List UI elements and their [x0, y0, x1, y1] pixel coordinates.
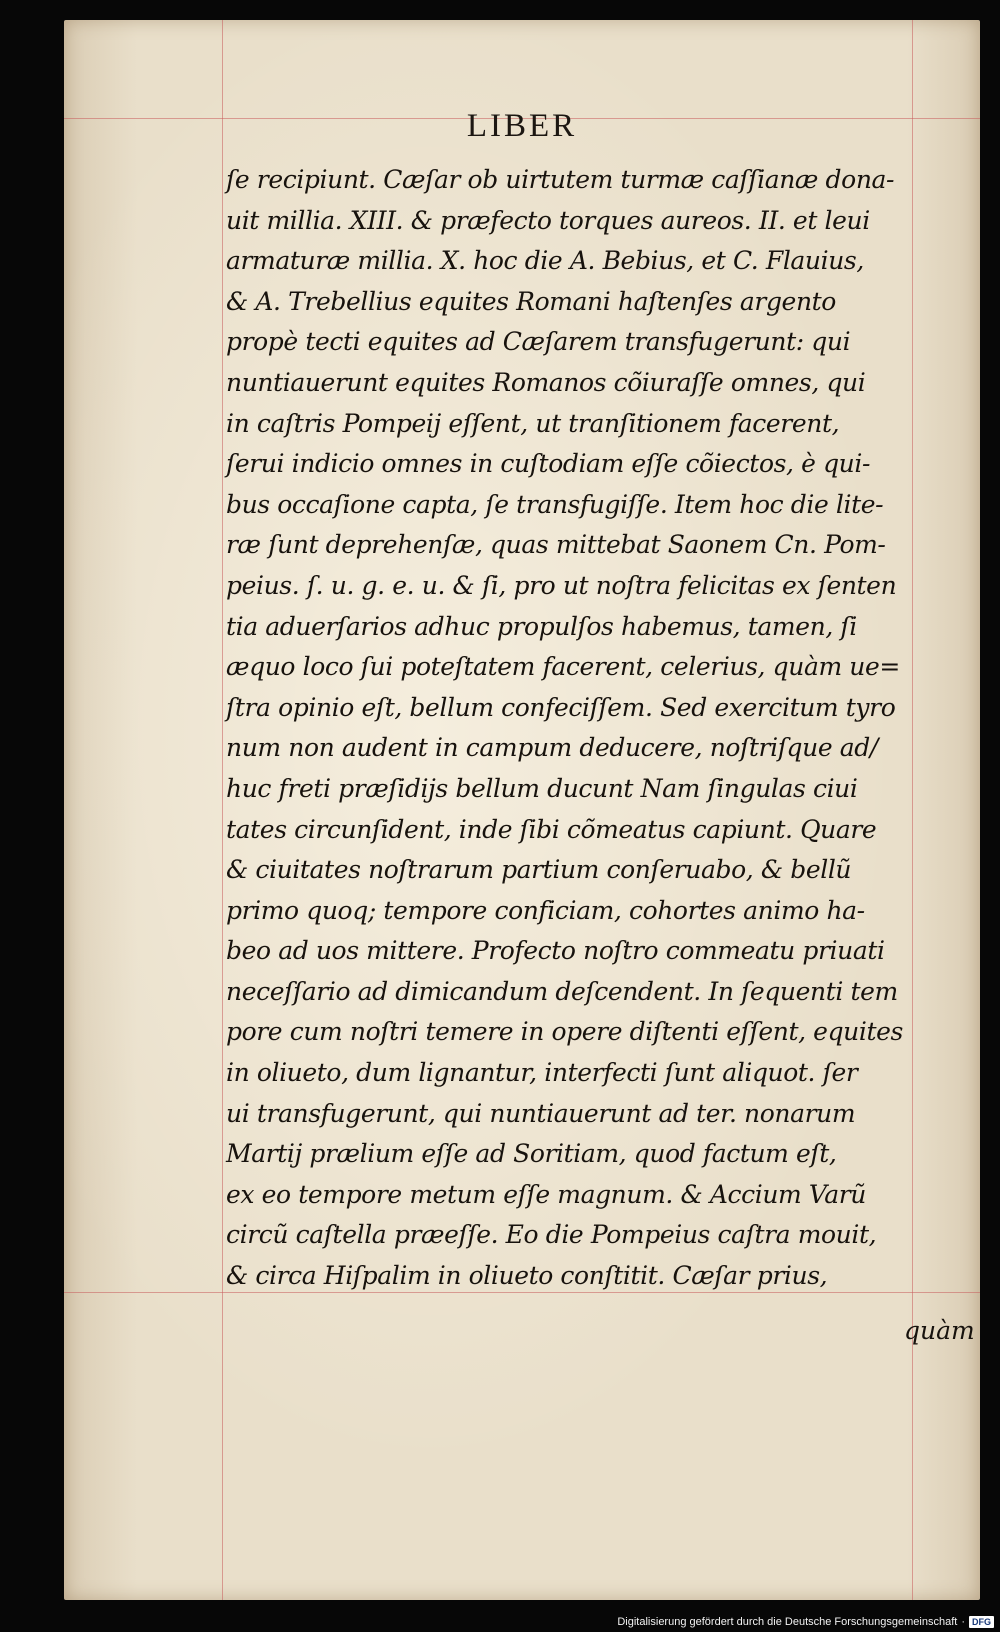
text-line: circũ caſtella præeſſe. Eo die Pompeius caſtra mouit,: [226, 1220, 877, 1250]
catchword: quàm: [904, 1316, 975, 1345]
text-line: ræ ſunt deprehenſæ, quas mittebat Saonem Cn. Pom-: [226, 530, 886, 560]
text-line: ex eo tempore metum eſſe magnum. & Accium Varũ: [226, 1179, 867, 1209]
digitization-footer: [617, 1616, 994, 1628]
text-line: Martij prælium eſſe ad Soritiam, quod factum eſt,: [226, 1139, 837, 1169]
text-block: [226, 160, 976, 1297]
text-line: nuntiauerunt equites Romanos cõiuraſſe omnes, qui: [226, 367, 866, 397]
running-head: LIBER: [466, 108, 578, 144]
book-page: [64, 20, 980, 1600]
text-line: primo quoq; tempore conficiam, cohortes animo ha-: [226, 895, 865, 925]
text-line: tia aduerſarios adhuc propulſos habemus, tamen, ſi: [226, 611, 857, 641]
text-line: armaturæ millia. X. hoc die A. Bebius, et C. Flauius,: [226, 246, 864, 276]
text-line: in caſtris Pompeij eſſent, ut tranſitionem facerent,: [226, 408, 840, 438]
text-line: num non audent in campum deducere, noſtriſque ad/: [226, 733, 878, 763]
text-line: & ciuitates noſtrarum partium conſeruabo, & bellũ: [226, 855, 852, 885]
text-line: propè tecti equites ad Cæſarem transfugerunt: qui: [226, 327, 851, 357]
text-line: tates circunſident, inde ſibi cõmeatus capiunt. Quare: [226, 814, 877, 844]
text-line: pore cum noſtri temere in opere diſtenti eſſent, equites: [226, 1017, 903, 1047]
text-line: ſe recipiunt. Cæſar ob uirtutem turmæ caſſianæ dona-: [226, 165, 895, 194]
text-line: ſtra opinio eſt, bellum confeciſſem. Sed exercitum tyro: [226, 692, 896, 722]
text-line: huc freti præſidijs bellum ducunt Nam ſingulas ciui: [226, 773, 858, 803]
text-line: beo ad uos mittere. Profecto noſtro commeatu priuati: [226, 936, 885, 966]
text-line: ui transfugerunt, qui nuntiauerunt ad ter. nonarum: [226, 1098, 856, 1128]
text-line: & A. Trebellius equites Romani haſtenſes argento: [226, 286, 836, 316]
margin-rule-left: [222, 20, 223, 1600]
separator: ·: [961, 1616, 965, 1628]
text-line: bus occaſione capta, ſe transfugiſſe. Item hoc die lite-: [226, 489, 884, 519]
dfg-logo-icon: DFG: [969, 1616, 994, 1628]
text-line: neceſſario ad dimicandum deſcendent. In ſequenti tem: [226, 976, 898, 1006]
text-line: ſerui indicio omnes in cuſtodiam eſſe cõiectos, è qui-: [226, 449, 871, 479]
text-line: & circa Hiſpalim in oliueto conſtitit. Cæſar prius,: [226, 1261, 828, 1291]
text-line: uit millia. XIII. & præfecto torques aureos. II. et leui: [226, 205, 870, 235]
text-line: in oliueto, dum lignantur, interfecti ſunt aliquot. ſer: [226, 1058, 858, 1088]
text-line: peius. ſ. u. g. e. u. & ſi, pro ut noſtra felicitas ex ſenten: [226, 570, 897, 600]
text-line: æquo loco ſui poteſtatem facerent, celerius, quàm ue=: [226, 652, 900, 682]
footer-text: Digitalisierung gefördert durch die Deutsche Forschungsgemeinschaft: [617, 1616, 958, 1628]
